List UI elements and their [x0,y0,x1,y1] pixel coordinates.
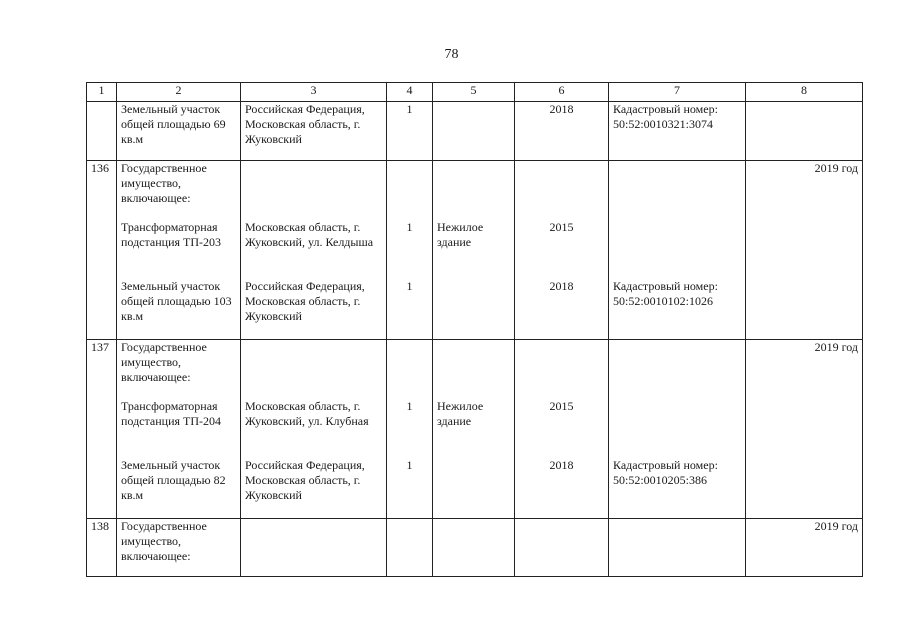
object-quantity: 1 [406,220,413,234]
row-year: 2019 год [746,340,863,519]
table-row [87,161,863,340]
object-type [437,279,510,339]
group-label: Государственное имущество, включающее: [117,519,241,577]
row-number: 138 [87,519,117,577]
object-quantity: 1 [406,458,413,472]
row-year-built [515,161,609,340]
object-cadastral: Кадастровый номер: 50:52:0010321:3074 [609,102,746,161]
row-number: 136 [87,161,117,340]
row-year: 2019 год [746,161,863,340]
empty-cell [433,519,515,577]
header-cell: 4 [387,83,433,102]
object-year: 2015 [549,220,574,234]
object-name: Трансформаторная подстанция ТП-203 [121,220,222,249]
object-quantity: 1 [387,102,433,161]
row-cadastral [609,161,746,340]
header-cell: 8 [746,83,863,102]
empty-cell [387,519,433,577]
header-cell: 5 [433,83,515,102]
row-year: 2019 год [746,519,863,577]
empty-cell [515,519,609,577]
row-content [117,161,241,340]
object-type [433,102,515,161]
object-year: 2018 [549,279,574,293]
row-cadastral [609,340,746,519]
object-year: 2015 [549,399,574,413]
object-type: Нежилое здание [437,399,484,428]
object-address: Российская Федерация, Московская область, г. Жуковский [245,458,365,502]
row-number [87,102,117,161]
table-row [87,102,863,161]
object-cadastral [613,399,741,458]
object-name: Земельный участок общей площадью 103 кв.м [121,279,232,323]
group-label: Государственное имущество, включающее: [121,161,207,205]
row-address [241,340,387,519]
page-number: 78 [444,47,459,62]
row-address [241,161,387,340]
object-type [437,458,510,518]
object-name: Земельный участок общей площадью 69 кв.м [117,102,241,161]
object-cadastral: Кадастровый номер: 50:52:0010102:1026 [613,279,718,308]
object-cadastral: Кадастровый номер: 50:52:0010205:386 [613,458,718,487]
property-table [86,82,863,577]
empty-cell [609,519,746,577]
object-address: Московская область, г. Жуковский, ул. Клубная [245,399,369,428]
group-label: Государственное имущество, включающее: [121,340,207,384]
object-type: Нежилое здание [437,220,484,249]
object-cadastral [613,220,741,279]
object-name: Трансформаторная подстанция ТП-204 [121,399,222,428]
row-type [433,340,515,519]
row-year-built [515,340,609,519]
object-address: Российская Федерация, Московская область, г. Жуковский [245,279,365,323]
table-row [87,340,863,519]
header-cell: 2 [117,83,241,102]
empty-cell [241,519,387,577]
object-address: Московская область, г. Жуковский, ул. Келдыша [245,220,374,249]
table-header-row [87,83,863,102]
row-quantity [387,340,433,519]
object-address: Российская Федерация, Московская область, г. Жуковский [241,102,387,161]
header-cell: 3 [241,83,387,102]
header-cell: 6 [515,83,609,102]
object-year: 2018 [549,458,574,472]
object-year: 2018 [515,102,609,161]
row-number: 137 [87,340,117,519]
header-cell: 7 [609,83,746,102]
table-row [87,519,863,577]
object-name: Земельный участок общей площадью 82 кв.м [121,458,226,502]
header-cell: 1 [87,83,117,102]
row-quantity [387,161,433,340]
row-year [746,102,863,161]
object-quantity: 1 [406,399,413,413]
row-content [117,340,241,519]
row-type [433,161,515,340]
object-quantity: 1 [406,279,413,293]
